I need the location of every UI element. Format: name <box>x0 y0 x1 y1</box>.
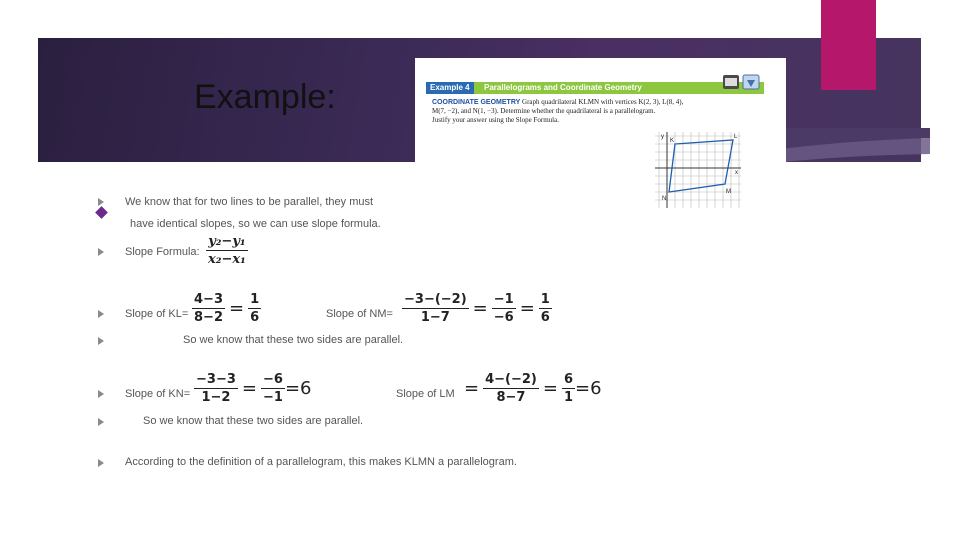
slope-kn-equation <box>194 372 315 405</box>
kn-denominator: 1−2 <box>201 390 231 405</box>
nm-result-numerator: 1 <box>540 292 550 307</box>
nm-denominator: 1−7 <box>420 310 450 325</box>
graph-m-label: M <box>726 189 731 195</box>
nm-numerator: −3−(−2) <box>404 292 467 307</box>
lm-denominator: 8−7 <box>496 390 526 405</box>
kn-result: =6 <box>284 378 312 399</box>
equals-sign: = <box>519 298 535 319</box>
formula-denominator: x₂−x₁ <box>208 252 246 267</box>
equals-sign: = <box>464 378 480 399</box>
problem-line-2: M(7, −2), and N(1, −3). Determine whether the quadrilateral is a parallelogram. <box>432 107 656 115</box>
bullet-arrow-icon <box>98 459 104 467</box>
graph-n-label: N <box>662 196 667 202</box>
equals-sign: = <box>228 298 245 319</box>
slope-lm-equation <box>460 372 606 405</box>
bullet-arrow-icon <box>98 418 104 426</box>
nm-mid-denominator: −6 <box>493 310 514 325</box>
bullet-arrow-icon <box>98 337 104 345</box>
equals-sign: = <box>241 378 257 399</box>
kn-numerator: −3−3 <box>196 372 236 387</box>
kl-result-denominator: 6 <box>250 310 260 325</box>
nm-result-denominator: 6 <box>540 310 550 325</box>
lm-numerator: 4−(−2) <box>485 372 537 387</box>
lm-mid-denominator: 1 <box>563 390 573 405</box>
problem-line-3: Justify your answer using the Slope Formula. <box>432 116 559 124</box>
example-heading: Parallelograms and Coordinate Geometry <box>484 83 642 92</box>
example-tag: Example 4 <box>426 82 474 94</box>
graph-x-label: x <box>735 170 738 176</box>
bullet-arrow-icon <box>98 248 104 256</box>
formula-numerator: y₂−y₁ <box>206 234 248 251</box>
bullet-diamond-icon <box>95 206 108 219</box>
slope-kl-label: Slope of KL= <box>125 308 189 320</box>
slope-nm-label: Slope of NM= <box>326 308 393 320</box>
kn-mid-denominator: −1 <box>262 390 283 405</box>
graph-l-label: L <box>734 134 738 140</box>
slope-formula-label: Slope Formula: <box>125 246 200 258</box>
lm-mid-numerator: 6 <box>563 372 573 387</box>
kl-denominator: 8−2 <box>194 310 223 325</box>
lm-result: =6 <box>575 378 602 399</box>
nm-mid-numerator: −1 <box>493 292 514 307</box>
intro-line-2: have identical slopes, so we can use slope formula. <box>130 218 381 230</box>
slope-lm-label: Slope of LM <box>396 388 455 400</box>
intro-line-1: We know that for two lines to be parallel, they must <box>125 196 374 208</box>
conclusion-line: According to the definition of a parallelogram, this makes KLMN a parallelogram. <box>125 456 517 468</box>
problem-keyword: COORDINATE GEOMETRY <box>432 99 521 106</box>
equals-sign: = <box>472 298 488 319</box>
kn-mid-numerator: −6 <box>262 372 283 387</box>
bullet-arrow-icon <box>98 390 104 398</box>
problem-line-1: Graph quadrilateral KLMN with vertices K(2, 3), L(8, 4), <box>522 98 684 106</box>
page-title: Example: <box>194 78 336 116</box>
graph-y-label: y <box>661 134 664 140</box>
kl-result-numerator: 1 <box>250 292 260 307</box>
slope-kn-label: Slope of KN= <box>125 388 191 400</box>
equals-sign: = <box>542 378 558 399</box>
parallel-note-1: So we know that these two sides are parallel. <box>183 334 404 346</box>
kl-numerator: 4−3 <box>194 292 223 307</box>
bullet-arrow-icon <box>98 310 104 318</box>
graph-k-label: K <box>670 138 675 144</box>
slope-kl-equation <box>192 292 261 325</box>
slope-nm-equation <box>402 292 552 325</box>
slope-formula <box>206 234 248 267</box>
parallel-note-2: So we know that these two sides are parallel. <box>143 415 364 427</box>
